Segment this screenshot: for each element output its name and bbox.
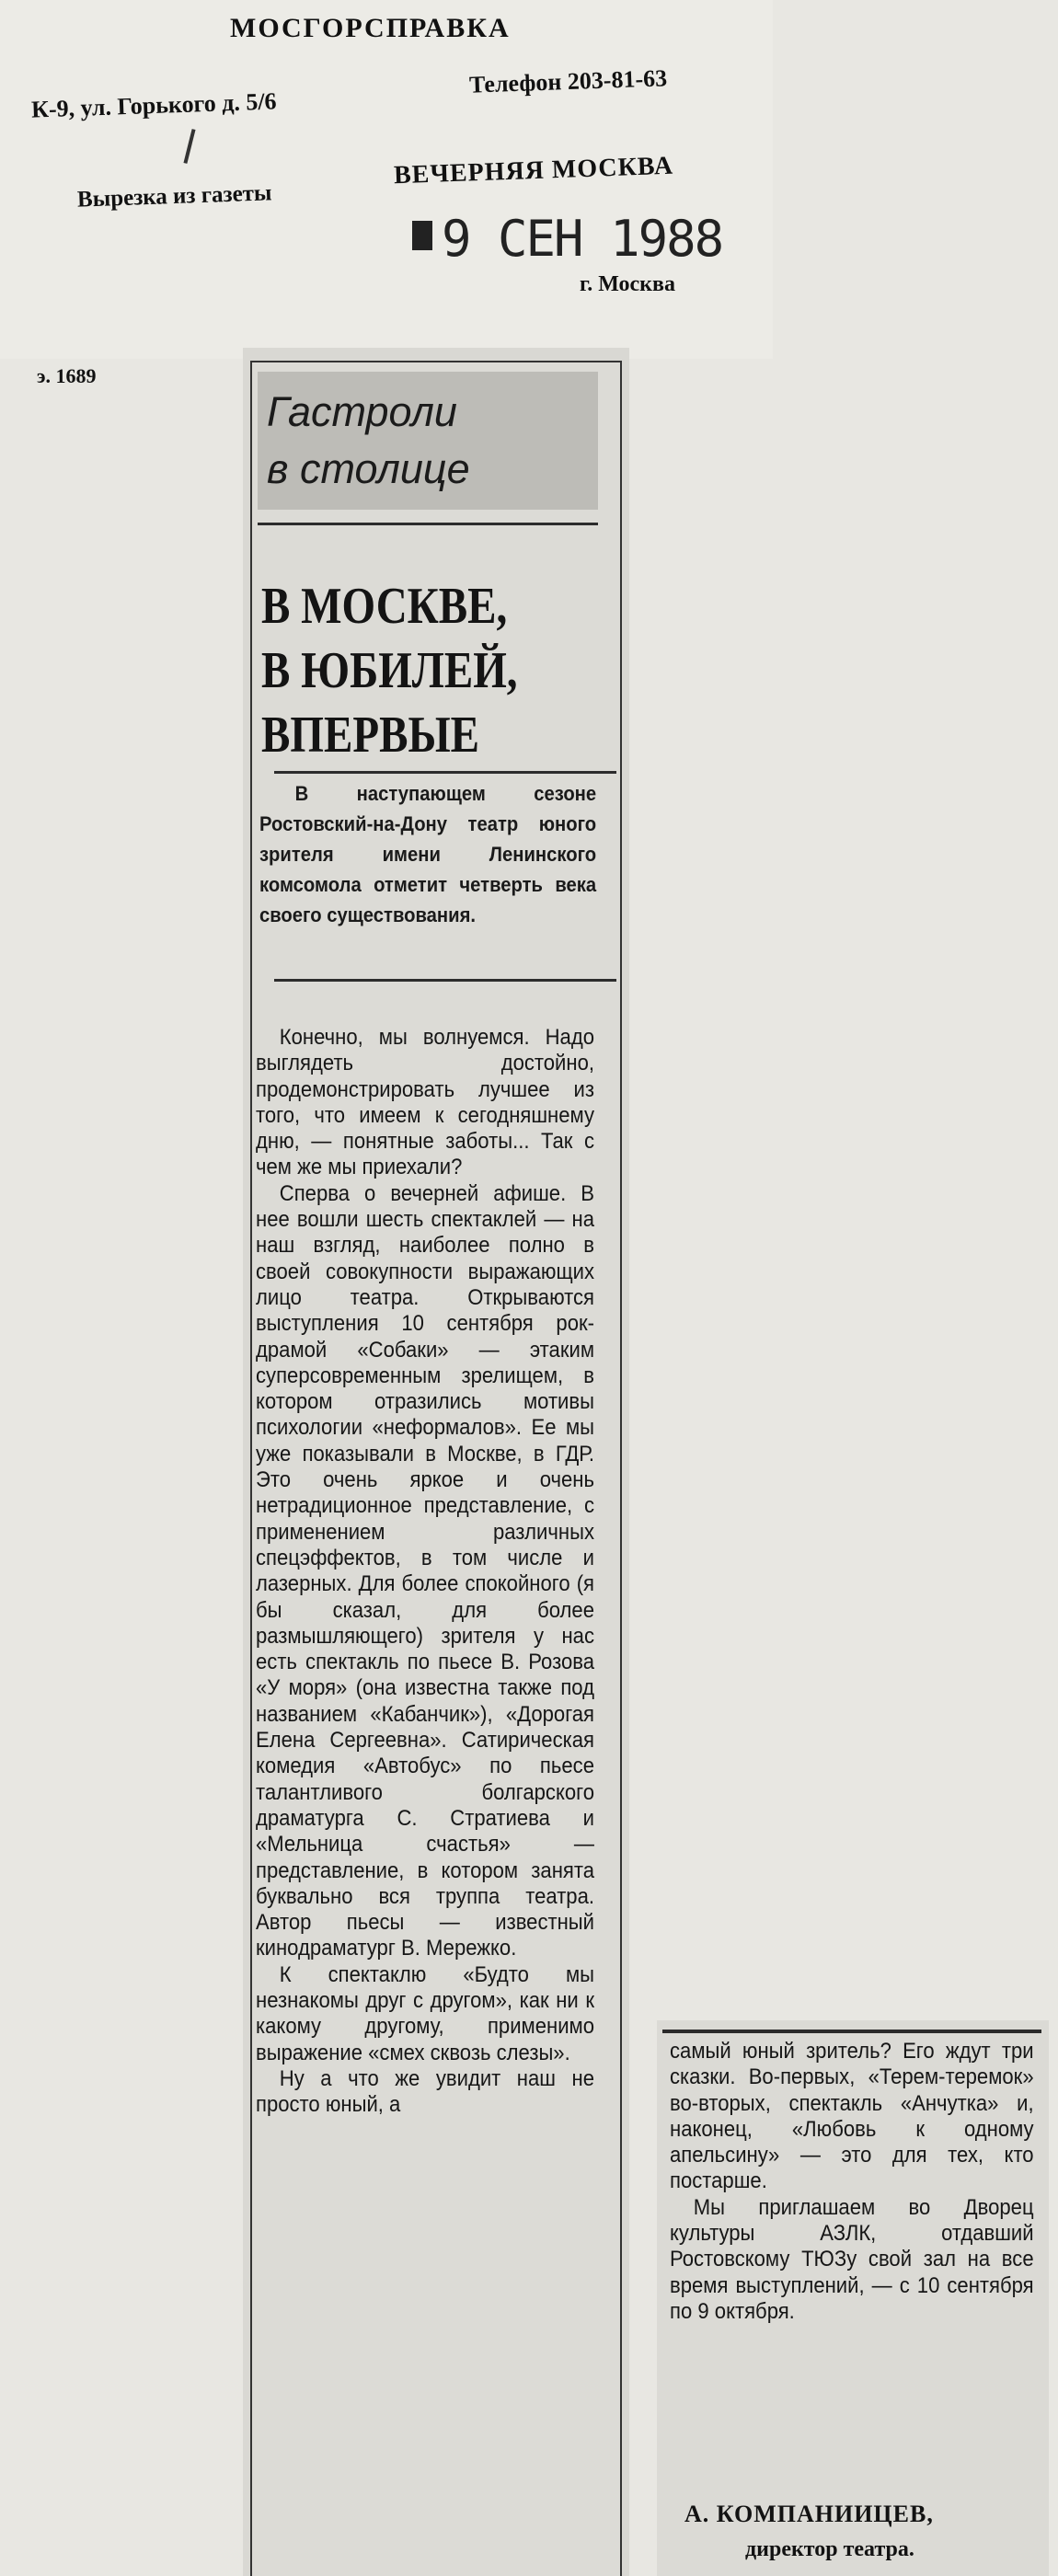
article-headline (261, 574, 547, 767)
clipping-date: 9 СЕН 1988 (442, 210, 723, 268)
paragraph: Конечно, мы волнуемся. Надо выглядеть достойно, продемонстрировать лучшее из того, что имеем к сегодняшнему дню, — понятные заботы... Так с чем же мы приехали? (256, 1025, 594, 1180)
article-continuation (657, 2020, 1049, 2576)
agency-phone: Телефон 203-81-63 (468, 64, 668, 98)
headline-line-3: ВПЕРВЫЕ (261, 707, 480, 764)
clipping-stamp (0, 0, 773, 359)
clipping-city: г. Москва (580, 272, 675, 296)
paragraph: Ну а что же увидит наш не просто юный, а (256, 2065, 594, 2118)
headline-line-2: В ЮБИЛЕЙ, (261, 642, 518, 699)
article-clipping (243, 348, 629, 2576)
paragraph: К спектаклю «Будто мы незнакомы друг с другом», как ни к какому другому, применимо выражение «смех сквозь слезы». (256, 1961, 594, 2065)
author-name: А. КОМПАНИИЦЕВ, (684, 2501, 934, 2527)
rubric-line-2: в столице (267, 445, 470, 492)
agency-name: МОСГОРСПРАВКА (230, 13, 511, 43)
pen-mark (183, 129, 195, 164)
article-body (256, 1025, 594, 2118)
article-lead: В наступающем сезоне Ростовский-на-Дону театр юного зрителя имени Ленинского комсомола отметит четверть века своего существования. (259, 782, 597, 926)
lead-rule-bottom (274, 979, 616, 982)
continuation-edge (662, 2030, 1041, 2033)
rubric-box (258, 372, 598, 510)
paragraph: самый юный зритель? Его ждут три сказки. Во-первых, «Терем-теремок» во-вторых, спектакль «Анчутка» и, наконец, «Любовь к одному апельсину» — это для тех, кто постарше. (670, 2039, 1034, 2194)
date-stamp-mark (412, 221, 432, 250)
agency-address: К-9, ул. Горького д. 5/6 (30, 87, 278, 123)
clipping-label: Вырезка из газеты (76, 180, 272, 213)
author-title: директор театра. (745, 2537, 914, 2561)
order-number: э. 1689 (37, 364, 97, 387)
continuation-body (670, 2039, 1034, 2325)
newspaper-name: ВЕЧЕРНЯЯ МОСКВА (393, 151, 674, 190)
lead-rule-top (274, 771, 616, 774)
rubric-rule (258, 523, 598, 525)
rubric-line-1: Гастроли (267, 388, 457, 435)
headline-line-1: В МОСКВЕ, (261, 578, 508, 635)
paragraph: Мы приглашаем во Дворец культуры АЗЛК, отдавший Ростовскому ТЮЗу свой зал на все время выступлений, — с 10 сентября по 9 октября. (670, 2194, 1034, 2324)
paragraph: Сперва о вечерней афише. В нее вошли шесть спектаклей — на наш взгляд, наиболее полно в своей совокупности выражающих лицо театра. Открываются выступления 10 сентября рок-драмой «Собаки» — этаким суперсовременным зрелищем, в котором отразились мотивы психологии «неформалов». Ее мы уже показывали в Москве, в ГДР. Это очень яркое и очень нетрадиционное представление, с применением различных спецэффектов, в том числе и лазерных. Для более спокойного (я бы сказал, для более размышляющего) зрителя у нас есть спектакль по пьесе В. Розова «У моря» (она известна также под названием «Кабанчик»), «Дорогая Елена Сергеевна». Сатирическая комедия «Автобус» по пьесе талантливого болгарского драматурга С. Стратиева и «Мельница счастья» — представление, в котором занята буквально вся труппа театра. Автор пьесы — известный кинодраматург В. Мережко. (256, 1180, 594, 1961)
